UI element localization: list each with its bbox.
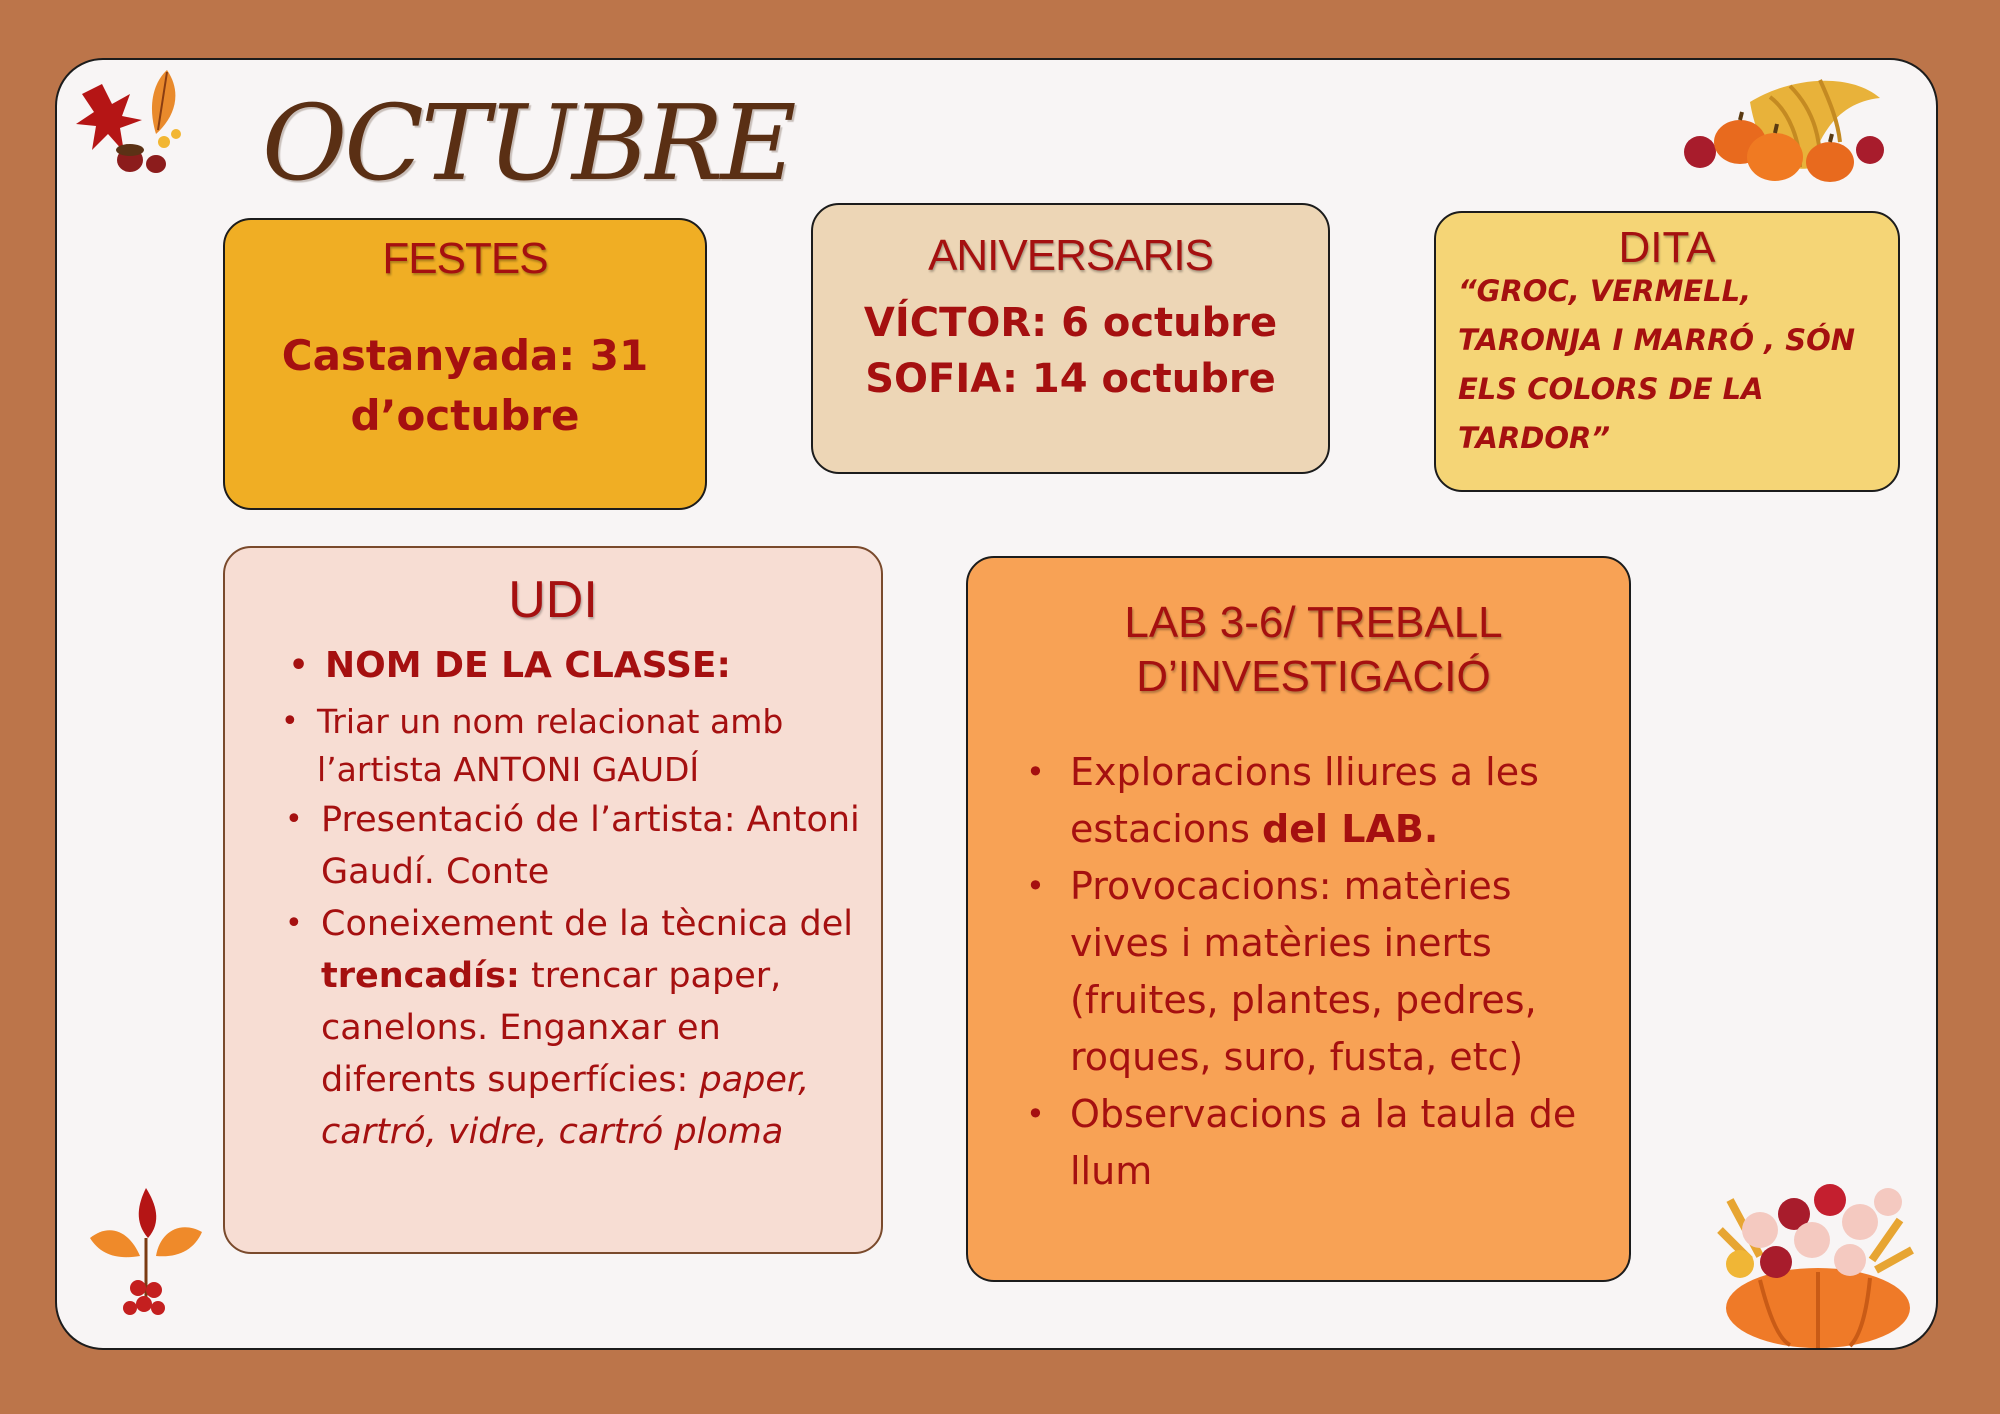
autumn-branch-berries-icon bbox=[86, 1178, 206, 1328]
lab-heading bbox=[968, 596, 1629, 704]
page-title: OCTUBRE bbox=[262, 82, 794, 204]
lab-item-1 bbox=[1070, 744, 1599, 858]
festes-heading: FESTES bbox=[382, 234, 548, 283]
dita-line: ELS COLORS DE LA bbox=[1458, 372, 1764, 406]
pumpkin-flowers-icon bbox=[1700, 1160, 1930, 1350]
dita-line: TARONJA I MARRÓ , SÓN bbox=[1458, 323, 1856, 357]
udi-item-2: • Presentació de l’artista: Antoni Gaudí. Conte bbox=[321, 794, 871, 898]
festes-line-2: d’octubre bbox=[350, 391, 580, 440]
lab-item-1-text: Exploracions lliures a les estacions bbox=[1070, 750, 1539, 851]
aniversaris-heading: ANIVERSARIS bbox=[928, 231, 1213, 280]
udi-item-3 bbox=[321, 898, 871, 1158]
dita-line: TARDOR” bbox=[1458, 421, 1611, 455]
lab-item-3: • Observacions a la taula de llum bbox=[1070, 1086, 1599, 1200]
lab-card bbox=[966, 556, 1631, 1282]
udi-list bbox=[225, 640, 881, 1158]
udi-heading: UDI bbox=[508, 571, 598, 629]
aniversari-victor: VÍCTOR: 6 octubre bbox=[863, 300, 1278, 346]
udi-card bbox=[223, 546, 883, 1254]
festes-line-1: Castanyada: 31 bbox=[281, 331, 649, 380]
udi-item-3-italic: paper, cartró, vidre, cartró ploma bbox=[321, 1060, 810, 1152]
udi-item-3-text: Coneixement de la tècnica del bbox=[321, 904, 853, 944]
lab-item-1-bold: del LAB. bbox=[1262, 807, 1439, 851]
lab-list bbox=[968, 744, 1629, 1200]
aniversaris-text bbox=[813, 295, 1328, 407]
aniversari-sofia: SOFIA: 14 octubre bbox=[865, 356, 1276, 402]
dita-card bbox=[1434, 211, 1900, 492]
lab-item-2: • Provocacions: matèries vives i matèries inerts (fruites, plantes, pedres, roques, suro, fusta, etc) bbox=[1070, 858, 1599, 1086]
festes-card bbox=[223, 218, 707, 510]
festes-text bbox=[225, 326, 705, 446]
dita-text bbox=[1458, 267, 1886, 463]
dita-line: “GROC, VERMELL, bbox=[1458, 274, 1752, 308]
udi-item-3-text-2: trencar paper, canelons. Enganxar en diferents superfícies: bbox=[321, 956, 782, 1100]
udi-item-1: • Triar un nom relacionat amb l’artista ANTONI GAUDÍ bbox=[317, 698, 841, 794]
aniversaris-card bbox=[811, 203, 1330, 474]
lab-heading-line-1: LAB 3-6/ TREBALL bbox=[1124, 598, 1503, 647]
udi-item-3-bold: trencadís: bbox=[321, 956, 520, 996]
cornucopia-pumpkins-icon bbox=[1670, 72, 1895, 187]
dita-heading: DITA bbox=[1618, 223, 1716, 272]
udi-lead-item: • NOM DE LA CLASSE: bbox=[325, 640, 881, 692]
autumn-leaves-acorn-icon bbox=[72, 64, 187, 179]
lab-heading-line-2: D’INVESTIGACIÓ bbox=[1136, 652, 1491, 701]
